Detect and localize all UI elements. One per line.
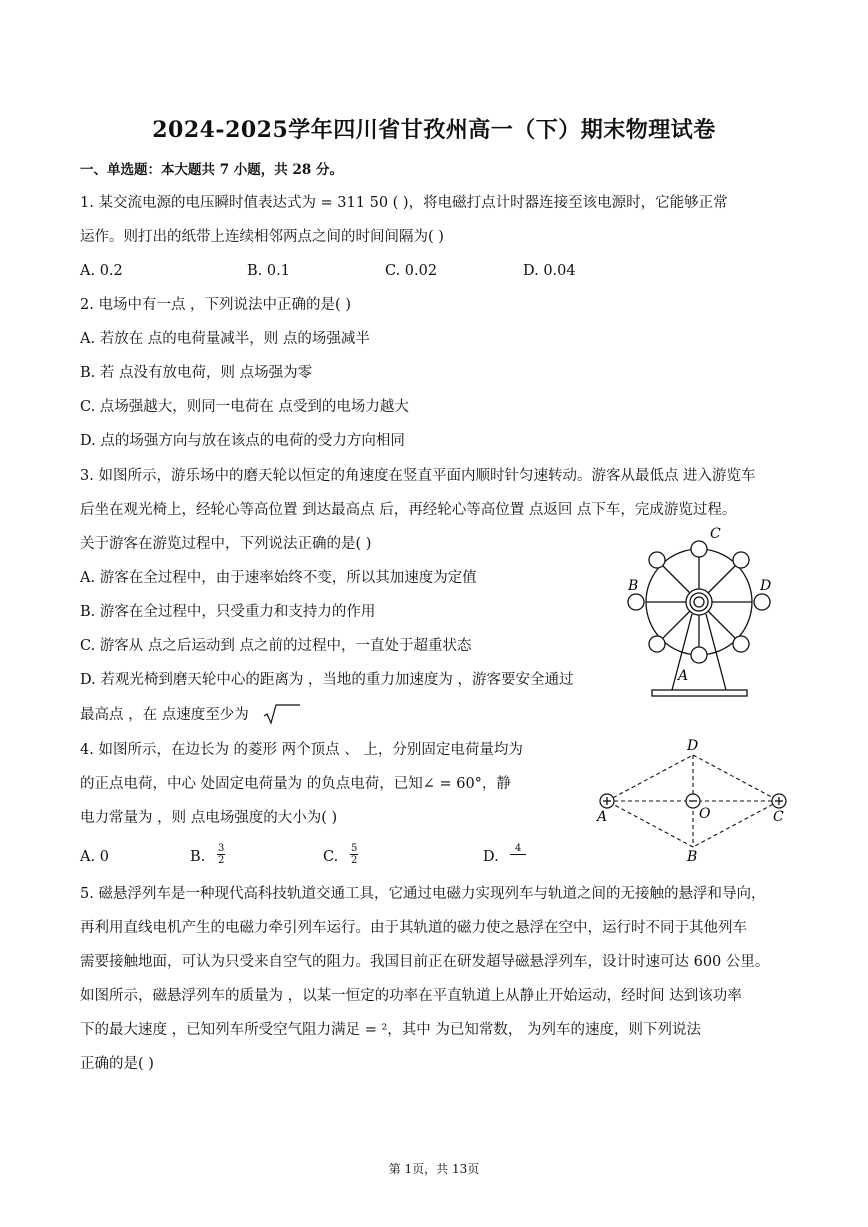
label-c: C [773,809,784,825]
q1-option-a: A. 0.2 [80,263,123,279]
ferris-wheel-figure [622,522,792,702]
q4-option-b: B. [190,849,206,865]
q2-option-b: B. 若 点没有放电荷，则 点场强为零 [80,365,313,381]
q3-option-d: D. 若观光椅到磨天轮中心的距离为 ，当地的重力加速度为 ，游客要安全通过 [80,672,574,688]
label-b: B [687,849,698,865]
q4-option-a: A. 0 [80,849,109,865]
q3-option-a: A. 游客在全过程中，由于速率始终不变，所以其加速度为定值 [80,570,477,586]
q3-option-c: C. 游客从 点之后运动到 点之前的过程中，一直处于超重状态 [80,638,472,654]
q4-line1: 4. 如图所示，在边长为 的菱形 两个顶点 、 上，分别固定电荷量均为 [80,742,523,758]
rhombus-figure [595,737,795,865]
section-heading: 一、单选题：本大题共 7 小题，共 28 分。 [80,162,343,178]
q3-line1: 3. 如图所示，游乐场中的磨天轮以恒定的角速度在竖直平面内顺时针匀速转动。游客从最低点 进入游览车 [80,468,756,484]
label-d: D [760,578,772,594]
q1-option-d: D. 0.04 [523,263,576,279]
q4-frac-d: 4 [510,843,526,855]
q2-option-d: D. 点的场强方向与放在该点的电荷的受力方向相同 [80,433,405,449]
q4-frac-c: $\frac{5}{2}$ [351,843,358,866]
label-o: O [699,806,711,822]
q4-option-d: D. [483,849,499,865]
q4-line3: 电力常量为 ，则 点电场强度的大小为( ) [80,810,338,826]
q4-line2: 的正点电荷，中心 处固定电荷量为 的负点电荷，已知∠ = 60°，静 [80,776,511,792]
q1-line1: 1. 某交流电源的电压瞬时值表达式为 = 311 50 ( )，将电磁打点计时器连接至该电源时，它能够正常 [80,195,728,211]
q1-option-c: C. 0.02 [385,263,438,279]
label-a: A [678,668,689,684]
q5-line3: 需要接触地面，可认为只受来自空气的阻力。我国目前正在研发超导磁悬浮列车，设计时速可达 600 公里。 [80,954,770,970]
q3-option-b: B. 游客在全过程中，只受重力和支持力的作用 [80,604,376,620]
label-b: B [628,578,639,594]
label-a: A [597,809,608,825]
q2-option-a: A. 若放在 点的电荷量减半，则 点的场强减半 [80,331,370,347]
label-d: D [687,738,699,754]
q2-option-c: C. 点场强越大，则同一电荷在 点受到的电场力越大 [80,399,409,415]
q5-line6: 正确的是( ) [80,1056,154,1072]
q4-frac-b: $\frac{3}{2}$ [218,843,225,866]
q5-line4: 如图所示，磁悬浮列车的质量为 ，以某一恒定的功率在平直轨道上从静止开始运动，经时间 达到该功率 [80,988,742,1004]
q5-line2: 再利用直线电机产生的电磁力牵引列车运行。由于其轨道的磁力使之悬浮在空中，运行时不同于其他列车 [80,920,747,936]
page-title: 2024-2025学年四川省甘孜州高一（下）期末物理试卷 [152,117,716,143]
q3-line3: 关于游客在游览过程中，下列说法正确的是( ) [80,536,372,552]
page-footer: 第 1页，共 13页 [388,1162,480,1176]
q5-line5: 下的最大速度 ，已知列车所受空气阻力满足 = ²，其中 为已知常数， 为列车的速度，则下列说法 [80,1022,702,1038]
label-c: C [710,526,721,542]
q1-line2: 运作。则打出的纸带上连续相邻两点之间的时间间隔为( ) [80,229,444,245]
q2-stem: 2. 电场中有一点 ，下列说法中正确的是( ) [80,297,351,313]
q4-option-c: C. [323,849,339,865]
q1-option-b: B. 0.1 [247,263,290,279]
q5-line1: 5. 磁悬浮列车是一种现代高科技轨道交通工具，它通过电磁力实现列车与轨道之间的无接触的悬浮和导向， [80,886,766,902]
q3-option-d-cont: 最高点 ，在 点速度至少为 [80,707,249,723]
sqrt-sign [262,703,302,725]
q3-line2: 后坐在观光椅上，经轮心等高位置 到达最高点 后，再经轮心等高位置 点返回 点下车，完成游览过程。 [80,502,737,518]
